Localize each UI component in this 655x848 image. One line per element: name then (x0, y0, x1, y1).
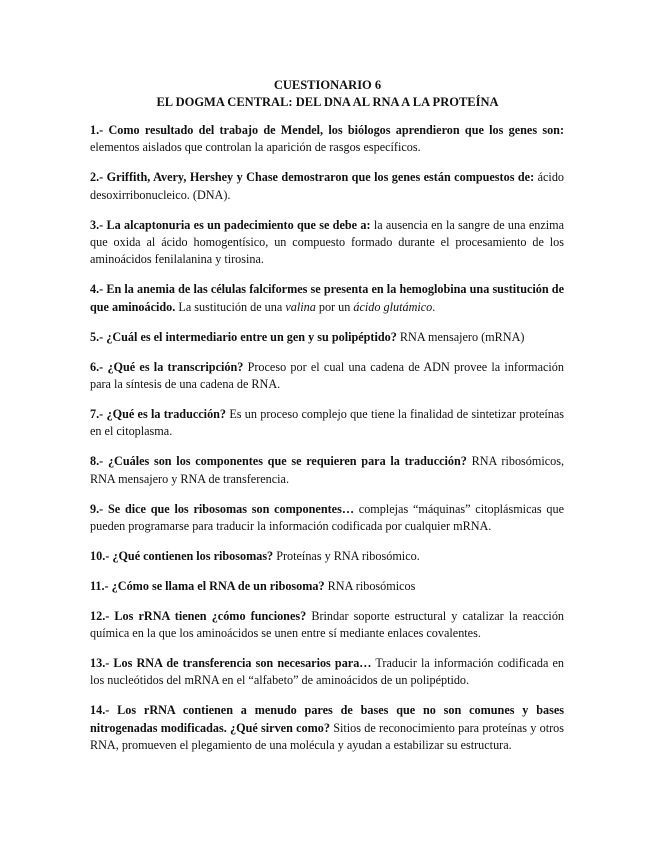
question-8-answer: RNA ribosómicos, RNA mensajero y RNA de transferencia. (90, 454, 565, 486)
question-7-answer: Es un proceso complejo que tiene la finalidad de sintetizar proteínas en el citoplasma. (90, 406, 565, 439)
question-item-9 (90, 501, 564, 536)
question-9-prompt: 9.- Se dice que los ribosomas son componentes… (90, 501, 355, 516)
question-6-prompt: 6.- ¿Qué es la transcripción? (90, 359, 244, 374)
question-7-prompt: 7.- ¿Qué es la traducción? (90, 406, 227, 421)
page-subtitle: EL DOGMA CENTRAL: DEL DNA AL RNA A LA PROTEÍNA (156, 95, 499, 109)
question-11-prompt: 11.- ¿Cómo se llama el RNA de un ribosoma? (90, 578, 325, 593)
document-header (0, 77, 655, 111)
question-5-prompt: 5.- ¿Cuál es el intermediario entre un gen y su polipéptido? (90, 329, 397, 344)
question-item-14 (90, 702, 564, 754)
question-1-prompt: 1.- Como resultado del trabajo de Mendel, los biólogos aprendieron que los genes son: (90, 123, 564, 137)
valina-term: valina (285, 299, 316, 314)
question-item-12 (90, 608, 564, 643)
question-14-prompt: 14.- Los rRNA contienen a menudo pares de bases que no son comunes y bases nitrogenadas modificadas. ¿Qué sirven como? (90, 703, 564, 735)
question-13-prompt: 13.- Los RNA de transferencia son necesarios para… (90, 655, 372, 670)
question-item-13 (90, 655, 564, 690)
question-14-answer: Sitios de reconocimiento para proteínas y otros RNA, promueven el plegamiento de una molécula y ayudan a estabilizar su estructura. (90, 720, 564, 753)
question-item-8 (90, 453, 564, 488)
question-item-7 (90, 406, 564, 441)
page-title: CUESTIONARIO 6 (273, 78, 382, 92)
question-item-4 (90, 281, 564, 316)
question-12-answer: Brindar soporte estructural y catalizar la reacción química en la que los aminoácidos se unen entre sí mediante enlaces covalentes. (90, 608, 565, 641)
question-item-11 (90, 578, 564, 595)
question-10-answer: Proteínas y RNA ribosómico. (276, 548, 420, 563)
question-item-3 (90, 217, 564, 269)
question-10-prompt: 10.- ¿Qué contienen los ribosomas? (90, 548, 274, 563)
question-12-prompt: 12.- Los rRNA tienen ¿cómo funciones? (90, 608, 307, 623)
question-6-answer: Proceso por el cual una cadena de ADN provee la información para la síntesis de una cadena de RNA. (90, 359, 564, 391)
question-11-answer: RNA ribosómicos (327, 578, 416, 593)
question-8-prompt: 8.- ¿Cuáles son los componentes que se requieren para la traducción? (90, 454, 467, 469)
question-1-answer: elementos aislados que controlan la aparición de rasgos específicos. (90, 140, 421, 155)
question-list (90, 122, 564, 767)
acido-glutamico-term: ácido glutámico (353, 299, 433, 314)
question-item-6 (90, 359, 564, 394)
question-item-10 (90, 548, 564, 565)
question-3-answer: la ausencia en la sangre de una enzima que oxida al ácido homogentísico, un compuesto formado durante el procesamiento de los aminoácidos fenilalanina y tirosina. (90, 217, 565, 267)
question-2-answer: ácido desoxirribonucleico. (DNA). (90, 170, 565, 202)
question-item-5 (90, 329, 564, 346)
question-item-2 (90, 169, 564, 204)
question-item-1 (90, 122, 564, 157)
question-4-answer: La sustitución de una valina por un ácido glutámico. (178, 299, 436, 314)
question-4-prompt: 4.- En la anemia de las células falciformes se presenta en la hemoglobina una sustitución de que aminoácido. (90, 282, 564, 314)
question-2-prompt: 2.- Griffith, Avery, Hershey y Chase demostraron que los genes están compuestos de: (90, 170, 535, 185)
question-13-answer: Traducir la información codificada en los nucleótidos del mRNA en el “alfabeto” de aminoácidos de un polipéptido. (90, 655, 565, 688)
question-5-answer: RNA mensajero (mRNA) (399, 329, 525, 344)
question-3-prompt: 3.- La alcaptonuria es un padecimiento que se debe a: (90, 217, 371, 232)
question-9-answer: complejas “máquinas” citoplásmicas que pueden programarse para traducir la información codificada por cualquier mRNA. (90, 501, 565, 533)
